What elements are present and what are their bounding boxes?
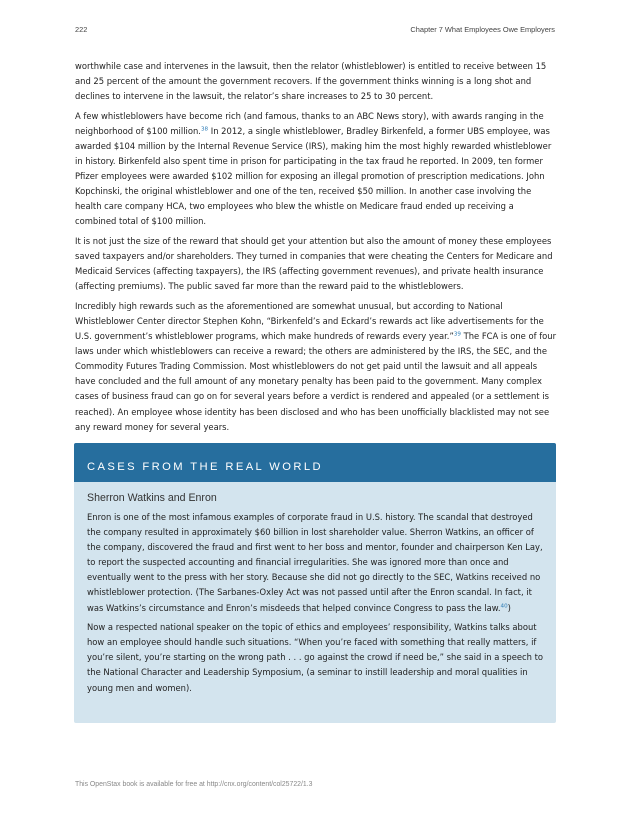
feature-box-header <box>74 443 556 482</box>
page-footer: This OpenStax book is available for free at http://cnx.org/content/col25722/1.3 <box>75 781 313 788</box>
paragraph-2 <box>75 109 557 230</box>
feature-paragraph-1-text-b: ) <box>507 602 511 613</box>
paragraph-4-text-a: Incredibly high rewards such as the aforementioned are somewhat unusual, but according to National Whistleblower Center director Stephen Kohn, “Birkenfeld’s and Eckard’s rewards act like advertisements for the U.S. government’s whistleblower programs, which make hundreds of rewards every year.” <box>75 300 544 342</box>
paragraph-1: worthwhile case and intervenes in the lawsuit, then the relator (whistleblower) is entitled to receive between 15 and 25 percent of the amount the government recovers. If the government thinks winning is a long shot and declines to intervene in the lawsuit, the relator’s share increases to 25 to 30 percent. <box>75 61 547 102</box>
feature-box-heading: CASES FROM THE REAL WORLD <box>87 461 323 473</box>
paragraph-4-text-b: The FCA is one of four laws under which whistleblowers can receive a reward; the others are administered by the IRS, the SEC, and the Commodity Futures Trading Commission. Most whistleblowers do not get paid until the lawsuit and all appeals have concluded and the full amount of any monetary penalty has been paid to the government. Many complex cases of business fraud can go on for several years before a verdict is rendered and appealed (or a settlement is reached). An employee whose identity has been disclosed and who has been unofficially blacklisted may not see any reward money for several years. <box>75 331 557 432</box>
feature-box <box>74 443 556 723</box>
footnote-ref-39[interactable]: 39 <box>453 331 461 338</box>
feature-paragraph-1-text-a: Enron is one of the most infamous examples of corporate fraud in U.S. history. The scandal that destroyed the company resulted in approximately $60 billion in lost shareholder value. Sherron Watkins, an officer of the company, discovered the fraud and first went to her boss and mentor, founder and chairperson Ken Lay, to report the suspected accounting and financial irregularities. She was ignored more than once and eventually went to the press with her story. Because she did not go directly to the SEC, Watkins received no whistleblower protection. (The Sarbanes-Oxley Act was not passed until after the Enron scandal. In fact, it was Watkins’s circumstance and Enron’s misdeeds that helped convince Congress to pass the law. <box>87 512 543 613</box>
page-number: 222 <box>75 25 88 34</box>
feature-box-body <box>74 482 556 696</box>
footnote-ref-38[interactable]: 38 <box>200 126 209 133</box>
paragraph-4 <box>75 299 557 435</box>
paragraph-2-text-b: In 2012, a single whistleblower, Bradley Birkenfeld, a former UBS employee, was awarded $104 million by the Internal Revenue Service (IRS), making him the most highly rewarded whistleblower in history. Birkenfeld also spent time in prison for participating in the tax fraud he reported. In 2009, ten former Pfizer employees were awarded $102 million for exposing an illegal promotion of prescription medications. John Kopchinski, the original whistleblower and one of the ten, received $50 million. In another case involving the health care company HCA, two employees who blew the whistle on Medicare fraud ended up receiving a combined total of $100 million. <box>75 125 552 227</box>
footnote-ref-40[interactable]: 40 <box>500 603 508 610</box>
feature-paragraph-2: Now a respected national speaker on the topic of ethics and employees’ responsibility, Watkins talks about how an employee should handle such situations. “When you’re faced with something that really matters, if you’re silent, you’re starting on the wrong path . . . go against the crowd if need be,” she said in a speech to the National Character and Leadership Symposium, (a seminar to instill leadership and moral qualities in young men and women). <box>87 622 544 693</box>
main-text <box>75 59 557 439</box>
chapter-title: Chapter 7 What Employees Owe Employers <box>410 25 555 34</box>
feature-paragraph-1 <box>87 510 543 616</box>
page-header <box>75 25 555 37</box>
paragraph-3: It is not just the size of the reward that should get your attention but also the amount of money these employees saved taxpayers and/or shareholders. They turned in companies that were cheating the Centers for Medicare and Medicaid Services (affecting taxpayers), the IRS (affecting government revenues), and private health insurance (affecting premiums). The public saved far more than the reward paid to the whistleblowers. <box>75 236 553 292</box>
feature-box-title: Sherron Watkins and Enron <box>87 492 217 504</box>
paragraph-2-text-a: A few whistleblowers have become rich (and famous, thanks to an ABC News story), with awards ranging in the neighborhood of $100 million. <box>75 110 544 136</box>
